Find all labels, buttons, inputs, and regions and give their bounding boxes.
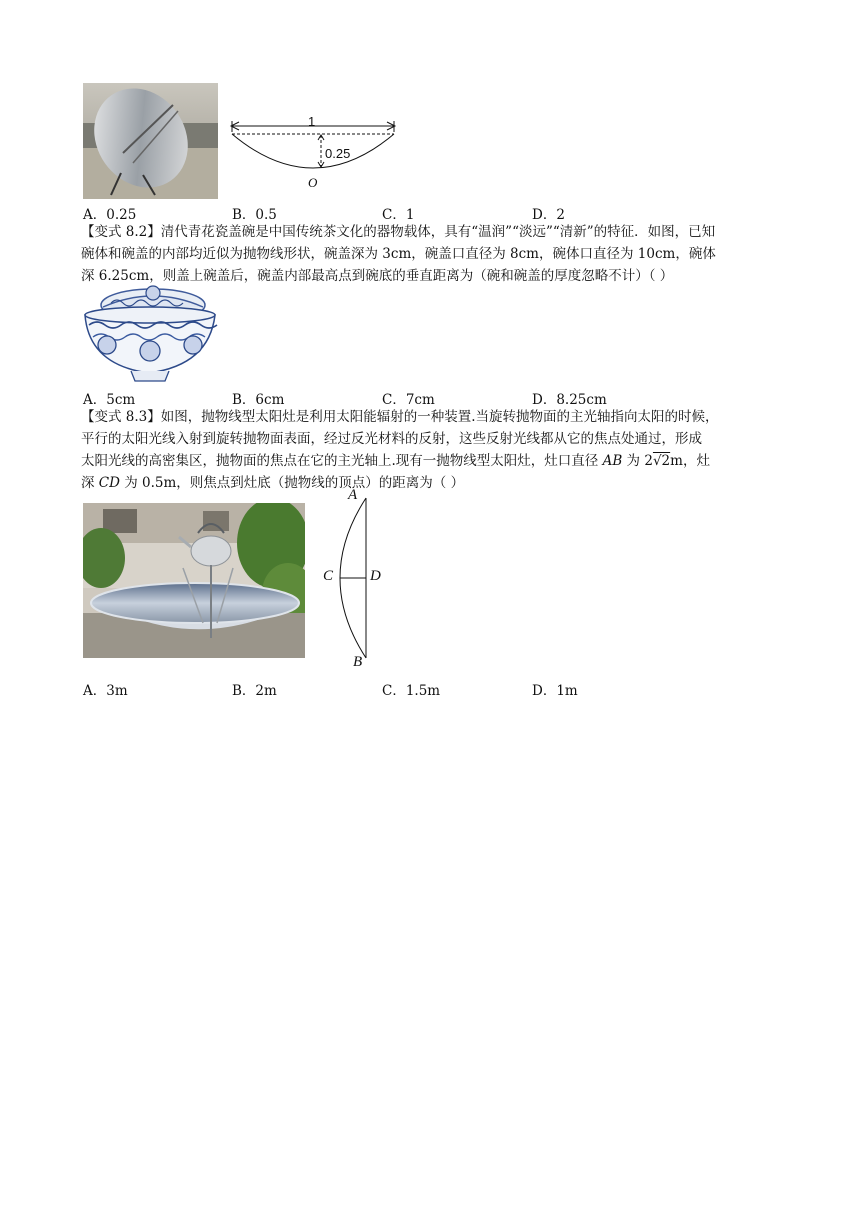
parabola-diagram (226, 112, 401, 194)
solar-cooker-photo (83, 503, 305, 658)
option-b[interactable]: B．0.5 (232, 207, 277, 223)
solar-dish-photo (83, 83, 218, 199)
option-c[interactable]: C．1 (382, 207, 415, 223)
option-c[interactable]: C．1.5m (382, 683, 441, 699)
point-a-label: A (348, 487, 358, 503)
option-c[interactable]: C．7cm (382, 392, 435, 408)
option-a[interactable]: A．5cm (83, 392, 136, 408)
point-d-label: D (370, 568, 381, 584)
point-b-label: B (353, 654, 363, 670)
question-8-3 (81, 406, 719, 494)
option-b[interactable]: B．6cm (232, 392, 285, 408)
option-a[interactable]: A．0.25 (83, 207, 137, 223)
porcelain-bowl-photo (81, 285, 218, 385)
option-d[interactable]: D．2 (532, 207, 565, 223)
segment-cd: CD (98, 475, 120, 491)
segment-ab: AB (602, 453, 623, 469)
question-line: 深 CD 为 0.5m，则焦点到灶底（抛物线的顶点）的距离为（ ） (81, 475, 465, 491)
option-b[interactable]: B．2m (232, 683, 277, 699)
vertex-label: O (308, 175, 318, 190)
question-line: 深 6.25cm，则盖上碗盖后，碗盖内部最高点到碗底的垂直距离为（碗和碗盖的厚度忽略不计）（ ） (81, 268, 674, 284)
question-line: 太阳光线的高密集区，抛物面的焦点在它的主光轴上.现有一抛物线型太阳灶，灶口直径 AB 为 2√2m，灶 (81, 453, 710, 469)
question-line: 【变式 8.2】清代青花瓷盖碗是中国传统茶文化的器物载体，具有“温润”“淡远”“清新”的特征．如图，已知 (81, 224, 716, 240)
sqrt-expression: √2 (652, 453, 671, 469)
question-8-2 (81, 221, 716, 287)
option-d[interactable]: D．1m (532, 683, 578, 699)
question-line: 【变式 8.3】如图，抛物线型太阳灶是利用太阳能辐射的一种装置.当旋转抛物面的主光轴指向太阳的时候， (81, 409, 719, 425)
question-line: 碗体和碗盖的内部均近似为抛物线形状，碗盖深为 3cm，碗盖口直径为 8cm，碗体口直径为 10cm，碗体 (81, 246, 716, 262)
width-label: 1 (308, 114, 316, 129)
option-d[interactable]: D．8.25cm (532, 392, 607, 408)
depth-label: 0.25 (325, 146, 351, 161)
point-c-label: C (323, 568, 334, 584)
parabola-ab-cd-diagram (320, 487, 390, 670)
option-a[interactable]: A．3m (83, 683, 128, 699)
question-line: 平行的太阳光线入射到旋转抛物面表面，经过反光材料的反射，这些反射光线都从它的焦点处通过，形成 (81, 431, 702, 447)
